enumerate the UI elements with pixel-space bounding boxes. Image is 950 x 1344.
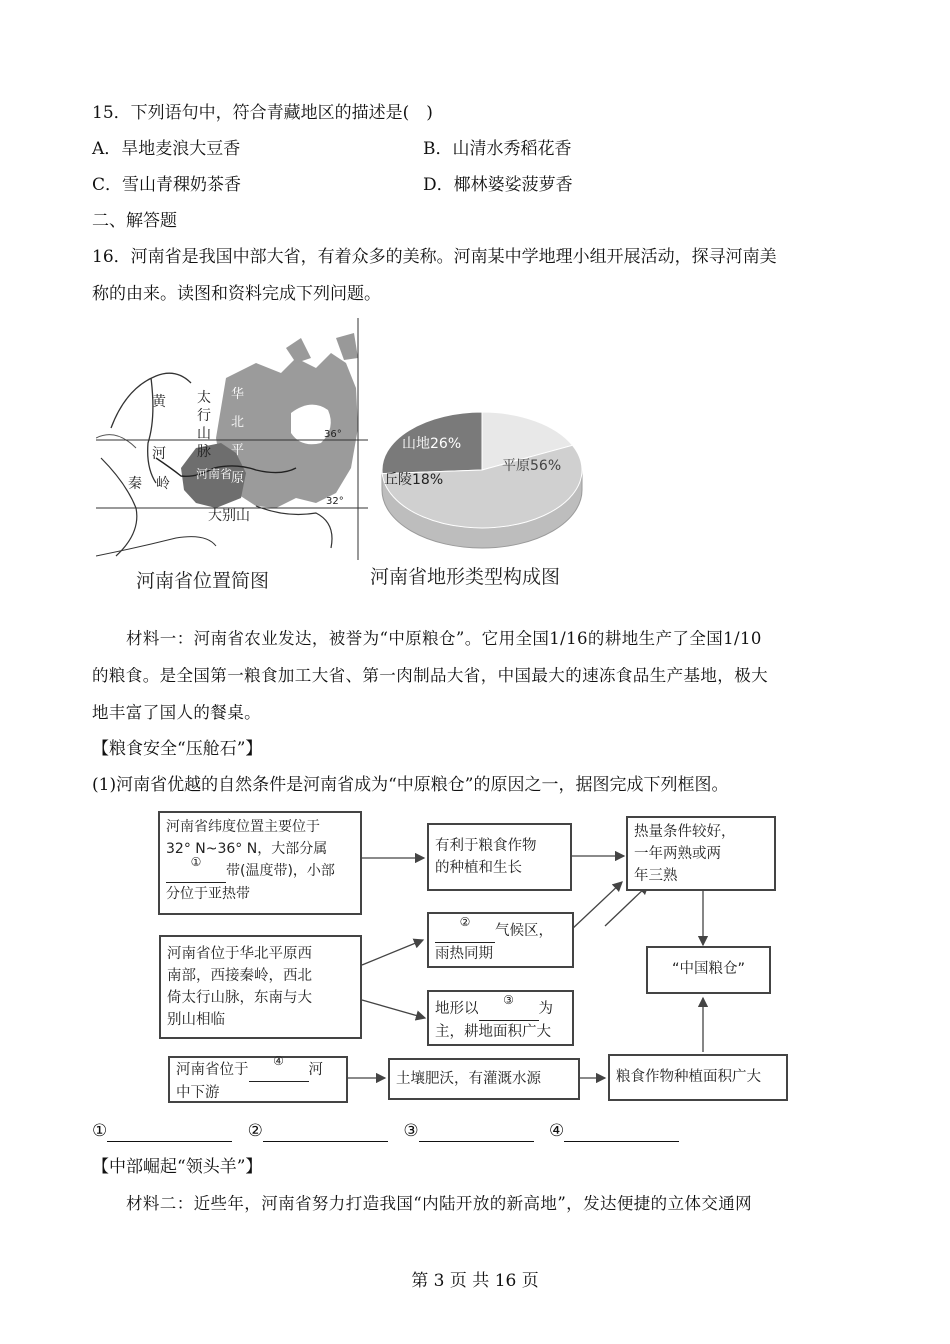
map-label-lat36: 36° — [324, 429, 342, 440]
q15-option-b: B．山清水秀稻花香 — [423, 139, 572, 159]
flow-b4-line3: 倚太行山脉，东南与大 — [167, 990, 312, 1006]
map-label-huabei-1: 华 — [231, 387, 245, 402]
map-label-huabei-2: 北 — [231, 415, 245, 430]
flow-box-crops-growth — [427, 823, 572, 891]
blank-3-number: ③ — [503, 993, 514, 1007]
map-label-huabei-4: 原 — [231, 471, 245, 486]
pie-caption: 河南省地形类型构成图 — [370, 566, 561, 588]
flow-b3-line2: 一年两熟或两 — [634, 846, 721, 862]
material1-line3: 地丰富了国人的餐桌。 — [92, 703, 261, 722]
blank-1-number: ① — [190, 855, 202, 869]
q1-prompt: (1)河南省优越的自然条件是河南省成为“中原粮仓”的原因之一，据图完成下列框图。 — [92, 775, 729, 795]
flow-b4-line1: 河南省位于华北平原西 — [167, 946, 312, 962]
q15-option-d: D．椰林婆娑菠萝香 — [423, 175, 573, 195]
flow-b5-line2: 雨热同期 — [435, 946, 493, 962]
blank-3[interactable] — [479, 993, 539, 1021]
material2-line1: 材料二：近些年，河南省努力打造我国“内陆开放的新高地”，发达便捷的立体交通网 — [126, 1194, 753, 1213]
q15-option-a: A．旱地麦浪大豆香 — [92, 139, 241, 159]
map-label-he: 河 — [152, 446, 166, 462]
map-label-taihang-4: 脉 — [197, 444, 211, 460]
flow-b1-line2: 32° N~36° N，大部分属 — [166, 841, 328, 857]
flow-b5-text: 气候区， — [495, 923, 553, 939]
flow-b3-line3: 年三熟 — [634, 868, 678, 884]
flow-b9-text: 土壤肥沃，有灌溉水源 — [396, 1071, 541, 1087]
map-label-huang: 黄 — [152, 394, 166, 410]
map-label-huabei-3: 平 — [231, 443, 245, 458]
map-label-taihang-3: 山 — [197, 426, 211, 442]
section-heading: 二、解答题 — [92, 211, 177, 231]
map-label-dabie: 大别山 — [208, 508, 250, 524]
answer-line-2[interactable] — [263, 1125, 388, 1142]
flow-b3-line1: 热量条件较好， — [634, 824, 736, 840]
flow-b8-post: 河 — [308, 1062, 323, 1078]
flow-box-heat — [626, 816, 776, 891]
map-label-henan: 河南省 — [196, 467, 233, 481]
pie-label-hill: 丘陵18% — [384, 472, 444, 488]
material1-line1: 材料一：河南省农业发达，被誉为“中原粮仓”。它用全国1/16的耕地生产了全国1/10 — [126, 629, 762, 648]
flow-b4-line2: 南部，西接秦岭，西北 — [167, 968, 312, 984]
map-label-taihang-2: 行 — [197, 408, 211, 424]
flow-b5-line1 — [435, 915, 566, 943]
heading-food-security: 【粮食安全“压舱石”】 — [92, 739, 263, 759]
flow-b8-line1 — [176, 1054, 340, 1082]
flow-box-location — [159, 935, 362, 1039]
flow-box-soil — [388, 1058, 580, 1100]
flow-b1-line3-text: 带(温度带)，小部 — [226, 863, 335, 879]
answer-blanks — [92, 1120, 689, 1142]
flow-b2-line2: 的种植和生长 — [435, 860, 522, 876]
heading-central-rise: 【中部崛起“领头羊”】 — [92, 1157, 263, 1177]
flow-b4-line4: 别山相临 — [167, 1012, 225, 1028]
flow-box-river — [168, 1056, 348, 1103]
pie-label-plain: 平原56% — [502, 458, 562, 474]
flow-b7-text: “中国粮仓” — [671, 961, 746, 977]
blank-2[interactable] — [435, 915, 495, 943]
flow-b1-line1: 河南省纬度位置主要位于 — [166, 819, 320, 835]
blank-4-number: ④ — [273, 1054, 284, 1068]
flow-box-climate — [427, 912, 574, 968]
answer-label-1: ① — [92, 1121, 108, 1141]
flow-box-latitude — [158, 811, 362, 915]
answer-line-4[interactable] — [564, 1125, 679, 1142]
flow-b1-line3 — [166, 855, 354, 883]
map-caption: 河南省位置简图 — [136, 570, 270, 592]
q15-option-c: C．雪山青稞奶茶香 — [92, 175, 242, 195]
flow-box-planting-area — [608, 1054, 788, 1101]
map-label-taihang-1: 太 — [197, 390, 211, 406]
material1-line2: 的粮食。是全国第一粮食加工大省、第一肉制品大省，中国最大的速冻食品生产基地，极大 — [92, 666, 768, 685]
flow-b6-post: 为 — [538, 1001, 553, 1017]
flow-box-terrain — [427, 990, 574, 1046]
page-footer: 第 3 页 共 16 页 — [411, 1271, 539, 1291]
answer-line-1[interactable] — [107, 1125, 232, 1142]
answer-label-3: ③ — [403, 1121, 419, 1141]
answer-label-4: ④ — [548, 1121, 565, 1141]
flow-box-granary — [646, 946, 771, 994]
flow-b6-line2: 主，耕地面积广大 — [435, 1024, 551, 1040]
answer-line-3[interactable] — [419, 1125, 534, 1142]
flow-b10-text: 粮食作物种植面积广大 — [616, 1069, 761, 1085]
flow-b1-line4: 分位于亚热带 — [166, 886, 250, 902]
flow-b8-line2: 中下游 — [176, 1085, 220, 1101]
map-label-lat32: 32° — [326, 496, 344, 507]
blank-1[interactable] — [166, 855, 226, 883]
q16-stem-line2: 称的由来。读图和资料完成下列问题。 — [92, 284, 381, 304]
flow-b6-pre: 地形以 — [435, 1001, 479, 1017]
flow-b8-pre: 河南省位于 — [176, 1062, 249, 1078]
q16-stem-line1: 16．河南省是我国中部大省，有着众多的美称。河南某中学地理小组开展活动，探寻河南美 — [92, 247, 777, 267]
flow-b6-line1 — [435, 993, 566, 1021]
answer-label-2: ② — [247, 1121, 263, 1141]
q15-stem: 15．下列语句中，符合青藏地区的描述是( ) — [92, 103, 433, 123]
map-label-qinling: 秦 岭 — [128, 476, 170, 492]
blank-4[interactable] — [249, 1054, 309, 1082]
pie-label-mountain: 山地26% — [402, 436, 462, 452]
blank-2-number: ② — [459, 915, 471, 929]
flow-b2-line1: 有利于粮食作物 — [435, 838, 537, 854]
